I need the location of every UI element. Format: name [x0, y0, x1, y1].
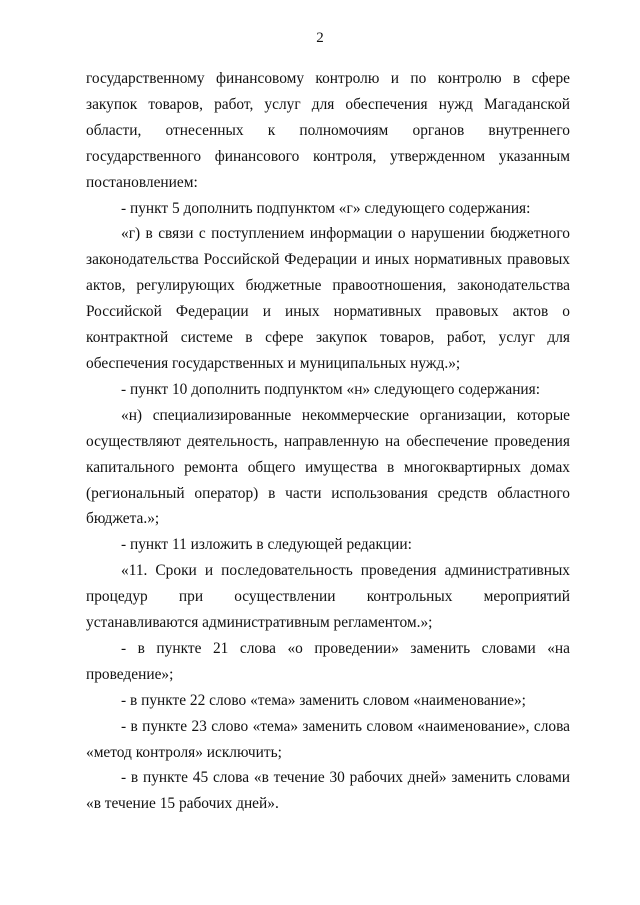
paragraph-subitem-n: «н) специализированные некоммерческие организации, которые осуществляют деятельность, направленную на обеспечение проведения капитального ремонта общего имущества в многоквартирных домах (региональный оператор) в части использования средств областного бюджета.»;: [86, 406, 570, 528]
paragraph-item-5: - пункт 5 дополнить подпунктом «г» следующего содержания:: [121, 199, 531, 217]
paragraph-item-11-text: «11. Сроки и последовательность проведения административных процедур при осуществлении контрольных мероприятий устанавливаются административным регламентом.»;: [86, 562, 570, 632]
paragraph-continuation: государственному финансовому контролю и по контролю в сфере закупок товаров, работ, услуг для обеспечения нужд Магаданской области, отнесенных к полномочиям органов внутреннего государственного финансового контроля, утвержденном указанным постановлением:: [86, 70, 570, 191]
paragraph-item-22: - в пункте 22 слово «тема» заменить словом «наименование»;: [121, 691, 526, 709]
paragraph-item-45: - в пункте 45 слова «в течение 30 рабочих дней» заменить словами «в течение 15 рабочих дней».: [86, 769, 570, 813]
page-number: 2: [316, 30, 324, 46]
paragraph-item-10: - пункт 10 дополнить подпунктом «н» следующего содержания:: [121, 380, 541, 398]
paragraph-item-21: - в пункте 21 слова «о проведении» заменить словами «на проведение»;: [86, 639, 570, 683]
paragraph-item-23: - в пункте 23 слово «тема» заменить словом «наименование», слова «метод контроля» исключить;: [86, 717, 570, 761]
paragraph-item-11: - пункт 11 изложить в следующей редакции:: [121, 536, 412, 554]
document-body: [86, 66, 570, 817]
paragraph-subitem-g: «г) в связи с поступлением информации о нарушении бюджетного законодательства Российской Федерации и иных нормативных правовых актов, регулирующих бюджетные правоотношения, законодательства Российской Федерации и иных нормативных правовых актов о контрактной системе в сфере закупок товаров, работ, услуг для обеспечения государственных и муниципальных нужд.»;: [86, 225, 570, 372]
